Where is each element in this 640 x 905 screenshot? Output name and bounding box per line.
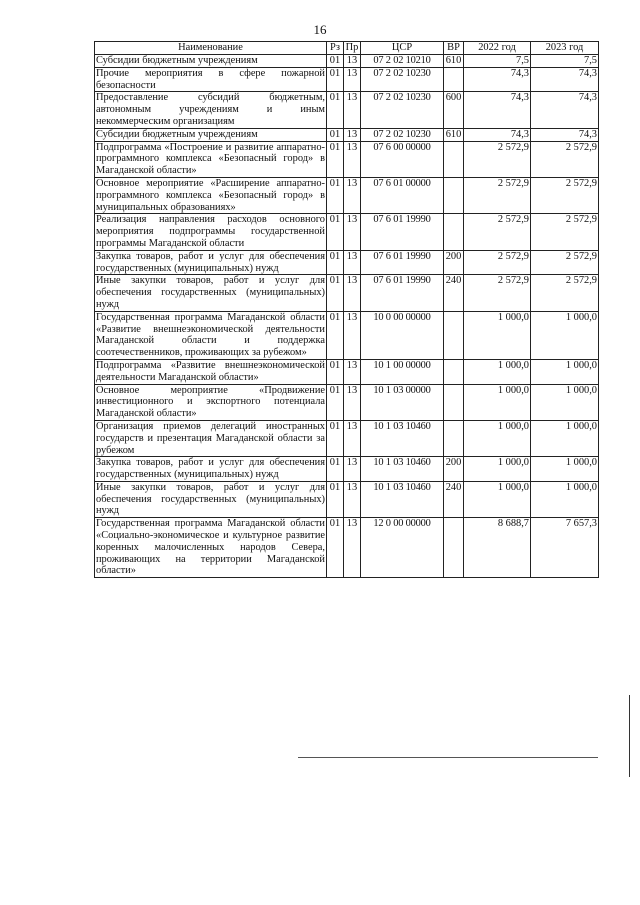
cell-2022: 7,5 <box>464 55 531 68</box>
table-row <box>95 311 599 359</box>
header-csr: ЦСР <box>361 42 444 55</box>
table-header-row <box>95 42 599 55</box>
cell-vr <box>444 141 464 177</box>
cell-2022: 1 000,0 <box>464 481 531 517</box>
cell-2022: 2 572,9 <box>464 177 531 213</box>
cell-rz: 01 <box>327 384 344 420</box>
header-rz: Рз <box>327 42 344 55</box>
cell-csr: 07 2 02 10230 <box>361 92 444 128</box>
cell-2023: 2 572,9 <box>531 141 599 177</box>
cell-name: Прочие мероприятия в сфере пожарной безопасности <box>96 67 325 91</box>
cell-vr <box>444 518 464 578</box>
cell-vr <box>444 384 464 420</box>
cell-vr: 240 <box>444 481 464 517</box>
cell-name: Иные закупки товаров, работ и услуг для обеспечения государственных (муниципальных) нужд <box>96 275 325 310</box>
cell-pr: 13 <box>344 214 361 250</box>
cell-rz: 01 <box>327 128 344 141</box>
cell-vr: 240 <box>444 275 464 311</box>
cell-name: Основное мероприятие «Расширение аппаратно-программного комплекса «Безопасный город» в муниципальных образованиях» <box>96 177 325 213</box>
table-row <box>95 141 599 177</box>
cell-2023: 1 000,0 <box>531 420 599 456</box>
cell-rz: 01 <box>327 481 344 517</box>
table-row <box>95 359 599 384</box>
table-row <box>95 214 599 250</box>
cell-vr: 200 <box>444 250 464 275</box>
budget-table <box>94 41 599 578</box>
cell-2022: 1 000,0 <box>464 311 531 359</box>
cell-name: Иные закупки товаров, работ и услуг для обеспечения государственных (муниципальных) нужд <box>96 481 325 517</box>
cell-name: Подпрограмма «Построение и развитие аппаратно-программного комплекса «Безопасный город» в Магаданской области» <box>96 141 325 177</box>
cell-rz: 01 <box>327 311 344 359</box>
cell-name: Подпрограмма «Развитие внешнеэкономической деятельности Магаданской области» <box>96 359 325 383</box>
cell-pr: 13 <box>344 128 361 141</box>
cell-pr: 13 <box>344 250 361 275</box>
cell-name: Закупка товаров, работ и услуг для обеспечения государственных (муниципальных) нужд <box>96 457 325 481</box>
cell-2023: 1 000,0 <box>531 359 599 384</box>
table-row <box>95 128 599 141</box>
cell-2022: 2 572,9 <box>464 141 531 177</box>
cell-2022: 74,3 <box>464 92 531 128</box>
cell-rz: 01 <box>327 275 344 311</box>
cell-2023: 1 000,0 <box>531 457 599 482</box>
cell-2022: 1 000,0 <box>464 420 531 456</box>
cell-pr: 13 <box>344 55 361 68</box>
cell-2023: 1 000,0 <box>531 384 599 420</box>
header-vr: ВР <box>444 42 464 55</box>
cell-vr: 600 <box>444 92 464 128</box>
cell-pr: 13 <box>344 481 361 517</box>
table-row <box>95 457 599 482</box>
cell-rz: 01 <box>327 67 344 92</box>
cell-2022: 2 572,9 <box>464 250 531 275</box>
cell-csr: 07 2 02 10230 <box>361 128 444 141</box>
cell-rz: 01 <box>327 518 344 578</box>
cell-2023: 2 572,9 <box>531 214 599 250</box>
cell-name: Государственная программа Магаданской области «Социально-экономическое и культурное развитие коренных малочисленных народов Севера, проживающих на территории Магаданской области» <box>96 518 325 577</box>
cell-rz: 01 <box>327 55 344 68</box>
cell-pr: 13 <box>344 457 361 482</box>
cell-2023: 7,5 <box>531 55 599 68</box>
table-row <box>95 250 599 275</box>
footer-rule <box>298 757 598 758</box>
cell-csr: 10 1 00 00000 <box>361 359 444 384</box>
table-row <box>95 67 599 92</box>
table-row <box>95 55 599 68</box>
cell-2022: 74,3 <box>464 67 531 92</box>
cell-csr: 07 2 02 10230 <box>361 67 444 92</box>
cell-vr <box>444 67 464 92</box>
cell-vr: 200 <box>444 457 464 482</box>
cell-2023: 74,3 <box>531 67 599 92</box>
cell-rz: 01 <box>327 250 344 275</box>
cell-2023: 2 572,9 <box>531 275 599 311</box>
cell-pr: 13 <box>344 67 361 92</box>
header-2023: 2023 год <box>531 42 599 55</box>
cell-2023: 1 000,0 <box>531 311 599 359</box>
cell-csr: 10 1 03 10460 <box>361 457 444 482</box>
table-row <box>95 275 599 311</box>
cell-2023: 74,3 <box>531 128 599 141</box>
table-row <box>95 420 599 456</box>
cell-csr: 07 6 00 00000 <box>361 141 444 177</box>
cell-rz: 01 <box>327 177 344 213</box>
table-row <box>95 177 599 213</box>
table-row <box>95 384 599 420</box>
cell-vr <box>444 359 464 384</box>
cell-csr: 07 6 01 19990 <box>361 250 444 275</box>
cell-pr: 13 <box>344 384 361 420</box>
cell-vr <box>444 420 464 456</box>
table-row <box>95 481 599 517</box>
cell-name: Государственная программа Магаданской области «Развитие внешнеэкономической деятельности Магаданской области и поддержка соотечественников, проживающих за рубежом» <box>96 311 325 359</box>
cell-name: Основное мероприятие «Продвижение инвестиционного и экспортного потенциала Магаданской области» <box>96 384 325 420</box>
cell-rz: 01 <box>327 92 344 128</box>
cell-name: Реализация направления расходов основного мероприятия подпрограммы государственной программы Магаданской области <box>96 214 325 249</box>
cell-csr: 10 1 03 00000 <box>361 384 444 420</box>
cell-2023: 2 572,9 <box>531 177 599 213</box>
cell-pr: 13 <box>344 177 361 213</box>
cell-pr: 13 <box>344 518 361 578</box>
cell-csr: 10 1 03 10460 <box>361 481 444 517</box>
cell-pr: 13 <box>344 141 361 177</box>
cell-csr: 07 6 01 19990 <box>361 275 444 311</box>
cell-2023: 1 000,0 <box>531 481 599 517</box>
header-name: Наименование <box>95 42 327 55</box>
table-row <box>95 518 599 578</box>
cell-2022: 1 000,0 <box>464 359 531 384</box>
margin-mark <box>629 695 630 777</box>
cell-2023: 7 657,3 <box>531 518 599 578</box>
cell-pr: 13 <box>344 92 361 128</box>
cell-csr: 07 6 01 19990 <box>361 214 444 250</box>
cell-name: Организация приемов делегаций иностранных государств и презентация Магаданской области за рубежом <box>96 420 325 456</box>
cell-csr: 07 6 01 00000 <box>361 177 444 213</box>
table-body <box>95 55 599 578</box>
cell-rz: 01 <box>327 214 344 250</box>
cell-rz: 01 <box>327 141 344 177</box>
cell-pr: 13 <box>344 275 361 311</box>
cell-2022: 1 000,0 <box>464 384 531 420</box>
cell-vr <box>444 214 464 250</box>
cell-vr <box>444 177 464 213</box>
header-pr: Пр <box>344 42 361 55</box>
cell-rz: 01 <box>327 420 344 456</box>
cell-2022: 2 572,9 <box>464 275 531 311</box>
cell-2022: 74,3 <box>464 128 531 141</box>
cell-name: Субсидии бюджетным учреждениям <box>95 128 327 141</box>
cell-vr: 610 <box>444 128 464 141</box>
table-row <box>95 92 599 128</box>
cell-csr: 12 0 00 00000 <box>361 518 444 578</box>
cell-rz: 01 <box>327 457 344 482</box>
cell-2023: 74,3 <box>531 92 599 128</box>
cell-pr: 13 <box>344 359 361 384</box>
cell-csr: 07 2 02 10210 <box>361 55 444 68</box>
cell-2022: 1 000,0 <box>464 457 531 482</box>
cell-vr: 610 <box>444 55 464 68</box>
cell-name: Субсидии бюджетным учреждениям <box>95 55 327 68</box>
cell-rz: 01 <box>327 359 344 384</box>
cell-csr: 10 0 00 00000 <box>361 311 444 359</box>
cell-2022: 8 688,7 <box>464 518 531 578</box>
cell-name: Предоставление субсидий бюджетным, автономным учреждениям и иным некоммерческим организациям <box>96 92 325 127</box>
cell-2022: 2 572,9 <box>464 214 531 250</box>
cell-2023: 2 572,9 <box>531 250 599 275</box>
header-2022: 2022 год <box>464 42 531 55</box>
cell-pr: 13 <box>344 420 361 456</box>
cell-vr <box>444 311 464 359</box>
page-number: 16 <box>313 22 327 37</box>
cell-name: Закупка товаров, работ и услуг для обеспечения государственных (муниципальных) нужд <box>96 250 325 274</box>
cell-pr: 13 <box>344 311 361 359</box>
cell-csr: 10 1 03 10460 <box>361 420 444 456</box>
